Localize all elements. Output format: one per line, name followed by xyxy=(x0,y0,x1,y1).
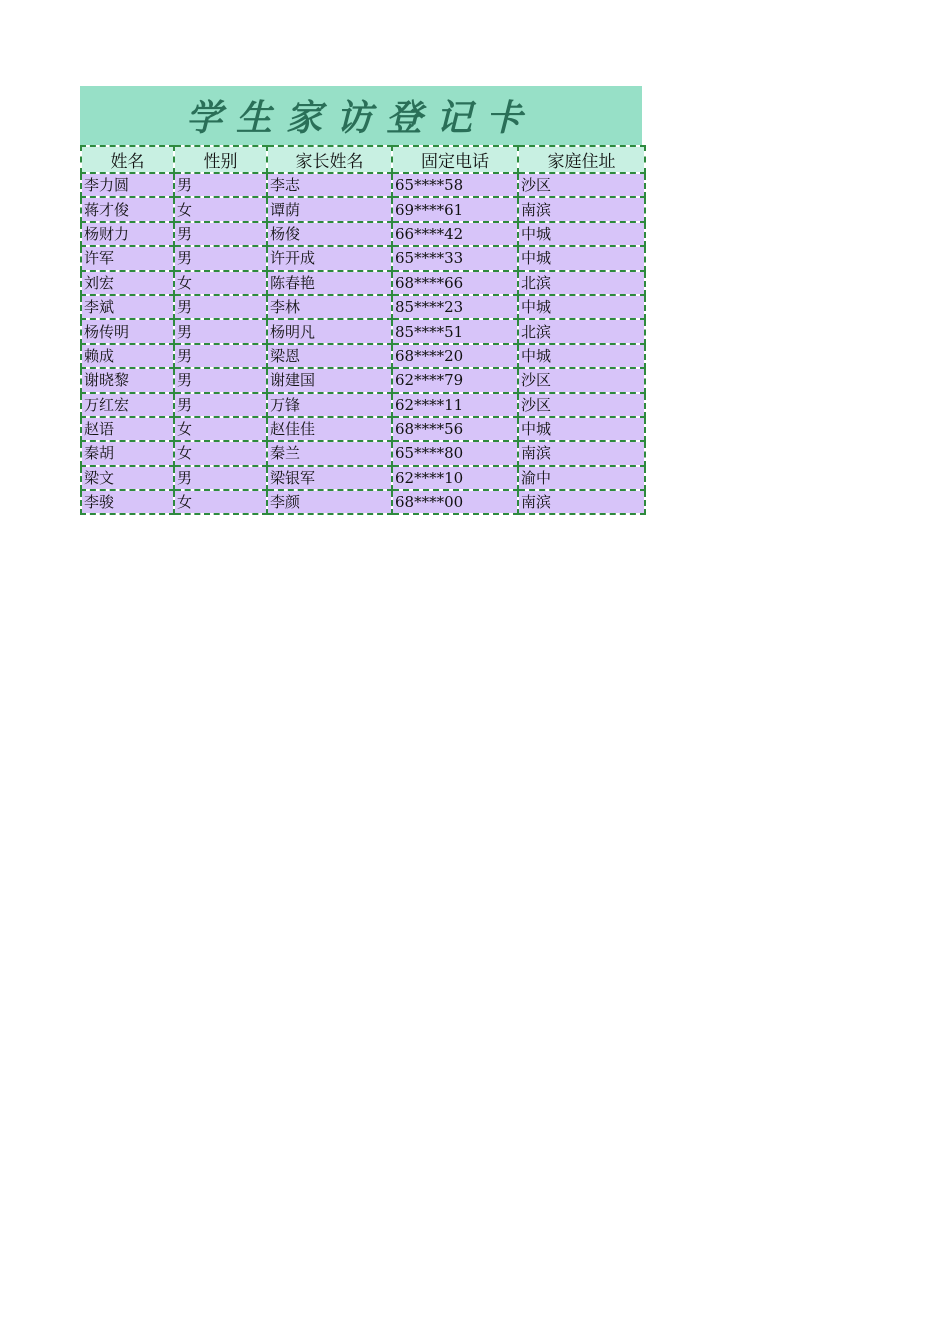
cell-phone[interactable]: 85****51 xyxy=(392,319,518,343)
cell-gender[interactable]: 男 xyxy=(174,222,267,246)
cell-parent-name[interactable]: 李林 xyxy=(267,295,392,319)
cell-student-name[interactable]: 秦胡 xyxy=(81,441,174,465)
cell-address[interactable]: 南滨 xyxy=(518,490,645,514)
cell-gender[interactable]: 女 xyxy=(174,441,267,465)
cell-gender[interactable]: 女 xyxy=(174,490,267,514)
cell-gender[interactable]: 男 xyxy=(174,466,267,490)
cell-parent-name[interactable]: 谢建国 xyxy=(267,368,392,392)
cell-gender[interactable]: 女 xyxy=(174,417,267,441)
cell-gender[interactable]: 男 xyxy=(174,295,267,319)
column-header-gender[interactable]: 性别 xyxy=(174,146,267,173)
table-row xyxy=(81,319,645,343)
cell-parent-name[interactable]: 赵佳佳 xyxy=(267,417,392,441)
cell-parent-name[interactable]: 李志 xyxy=(267,173,392,197)
cell-address[interactable]: 渝中 xyxy=(518,466,645,490)
cell-student-name[interactable]: 杨传明 xyxy=(81,319,174,343)
cell-student-name[interactable]: 万红宏 xyxy=(81,393,174,417)
table-row xyxy=(81,246,645,270)
sheet-title: 学生家访登记卡 xyxy=(80,86,642,145)
table-row xyxy=(81,490,645,514)
cell-address[interactable]: 中城 xyxy=(518,344,645,368)
cell-address[interactable]: 南滨 xyxy=(518,197,645,221)
cell-parent-name[interactable]: 梁银军 xyxy=(267,466,392,490)
cell-student-name[interactable]: 李斌 xyxy=(81,295,174,319)
cell-gender[interactable]: 男 xyxy=(174,344,267,368)
cell-address[interactable]: 中城 xyxy=(518,417,645,441)
cell-student-name[interactable]: 刘宏 xyxy=(81,271,174,295)
table-row xyxy=(81,441,645,465)
table-row xyxy=(81,222,645,246)
cell-phone[interactable]: 65****58 xyxy=(392,173,518,197)
table-row xyxy=(81,295,645,319)
cell-parent-name[interactable]: 陈春艳 xyxy=(267,271,392,295)
cell-student-name[interactable]: 蒋才俊 xyxy=(81,197,174,221)
cell-address[interactable]: 沙区 xyxy=(518,393,645,417)
cell-address[interactable]: 南滨 xyxy=(518,441,645,465)
cell-parent-name[interactable]: 李颜 xyxy=(267,490,392,514)
home-visit-table xyxy=(80,145,646,515)
table-row xyxy=(81,344,645,368)
column-header-address[interactable]: 家庭住址 xyxy=(518,146,645,173)
column-header-name[interactable]: 姓名 xyxy=(81,146,174,173)
cell-address[interactable]: 中城 xyxy=(518,295,645,319)
cell-student-name[interactable]: 梁文 xyxy=(81,466,174,490)
cell-parent-name[interactable]: 杨俊 xyxy=(267,222,392,246)
cell-student-name[interactable]: 谢晓黎 xyxy=(81,368,174,392)
cell-phone[interactable]: 69****61 xyxy=(392,197,518,221)
cell-phone[interactable]: 62****10 xyxy=(392,466,518,490)
cell-phone[interactable]: 62****11 xyxy=(392,393,518,417)
cell-phone[interactable]: 68****66 xyxy=(392,271,518,295)
cell-student-name[interactable]: 赖成 xyxy=(81,344,174,368)
cell-parent-name[interactable]: 许开成 xyxy=(267,246,392,270)
cell-gender[interactable]: 男 xyxy=(174,393,267,417)
cell-phone[interactable]: 85****23 xyxy=(392,295,518,319)
cell-phone[interactable]: 65****33 xyxy=(392,246,518,270)
cell-gender[interactable]: 女 xyxy=(174,271,267,295)
cell-parent-name[interactable]: 梁恩 xyxy=(267,344,392,368)
cell-gender[interactable]: 男 xyxy=(174,368,267,392)
table-row xyxy=(81,173,645,197)
cell-address[interactable]: 北滨 xyxy=(518,271,645,295)
cell-parent-name[interactable]: 万锋 xyxy=(267,393,392,417)
cell-gender[interactable]: 女 xyxy=(174,197,267,221)
table-row xyxy=(81,417,645,441)
column-header-parent-name[interactable]: 家长姓名 xyxy=(267,146,392,173)
table-row xyxy=(81,393,645,417)
cell-parent-name[interactable]: 谭荫 xyxy=(267,197,392,221)
table-row xyxy=(81,466,645,490)
table-row xyxy=(81,368,645,392)
cell-student-name[interactable]: 许军 xyxy=(81,246,174,270)
cell-phone[interactable]: 65****80 xyxy=(392,441,518,465)
cell-phone[interactable]: 66****42 xyxy=(392,222,518,246)
home-visit-sheet xyxy=(80,86,642,515)
cell-address[interactable]: 中城 xyxy=(518,222,645,246)
table-header-row xyxy=(81,146,645,173)
column-header-phone[interactable]: 固定电话 xyxy=(392,146,518,173)
cell-gender[interactable]: 男 xyxy=(174,319,267,343)
cell-gender[interactable]: 男 xyxy=(174,173,267,197)
cell-address[interactable]: 沙区 xyxy=(518,368,645,392)
cell-phone[interactable]: 62****79 xyxy=(392,368,518,392)
table-row xyxy=(81,271,645,295)
cell-student-name[interactable]: 李力圆 xyxy=(81,173,174,197)
cell-phone[interactable]: 68****20 xyxy=(392,344,518,368)
cell-address[interactable]: 沙区 xyxy=(518,173,645,197)
cell-address[interactable]: 中城 xyxy=(518,246,645,270)
cell-parent-name[interactable]: 杨明凡 xyxy=(267,319,392,343)
cell-phone[interactable]: 68****00 xyxy=(392,490,518,514)
cell-student-name[interactable]: 赵语 xyxy=(81,417,174,441)
cell-phone[interactable]: 68****56 xyxy=(392,417,518,441)
cell-student-name[interactable]: 李骏 xyxy=(81,490,174,514)
table-row xyxy=(81,197,645,221)
table-body xyxy=(81,173,645,514)
cell-parent-name[interactable]: 秦兰 xyxy=(267,441,392,465)
cell-gender[interactable]: 男 xyxy=(174,246,267,270)
cell-student-name[interactable]: 杨财力 xyxy=(81,222,174,246)
cell-address[interactable]: 北滨 xyxy=(518,319,645,343)
